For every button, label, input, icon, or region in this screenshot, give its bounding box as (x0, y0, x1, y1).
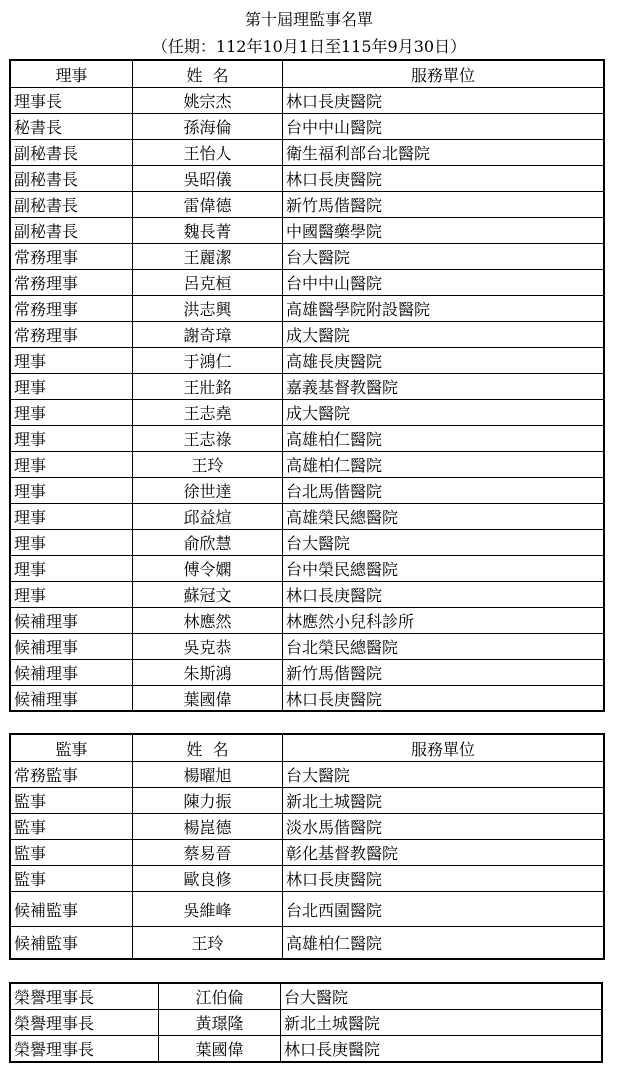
row-name: 于鴻仁 (133, 348, 283, 374)
row-name: 王怡人 (133, 140, 283, 166)
row-unit: 台大醫院 (281, 984, 602, 1010)
table-row (11, 218, 604, 244)
board-table (10, 60, 604, 711)
row-name: 吳維峰 (133, 892, 283, 927)
table-row (11, 892, 604, 927)
row-role: 理事 (11, 504, 133, 530)
row-unit: 新北土城醫院 (281, 1010, 602, 1036)
row-unit: 林口長庚醫院 (283, 88, 604, 114)
row-role: 候補理事 (11, 686, 133, 711)
table-row (11, 556, 604, 582)
row-name: 蔡易晉 (133, 840, 283, 866)
row-role: 理事 (11, 582, 133, 608)
row-role: 副秘書長 (11, 166, 133, 192)
header-unit: 服務單位 (283, 735, 604, 762)
header-unit: 服務單位 (283, 61, 604, 88)
row-name: 孫海倫 (133, 114, 283, 140)
table-row (11, 322, 604, 348)
row-name: 王麗潔 (133, 244, 283, 270)
row-name: 葉國偉 (159, 1036, 281, 1062)
row-unit: 高雄榮民總醫院 (283, 504, 604, 530)
table-row (11, 660, 604, 686)
row-role: 候補監事 (11, 927, 133, 959)
term-subtitle: （任期：112年10月1日至115年9月30日） (151, 37, 467, 56)
row-role: 理事 (11, 530, 133, 556)
row-name: 楊曜旭 (133, 762, 283, 788)
table-row (11, 530, 604, 556)
table-row (11, 348, 604, 374)
table-row (11, 270, 604, 296)
table-row (11, 866, 604, 892)
row-name: 歐良修 (133, 866, 283, 892)
row-unit: 彰化基督教醫院 (283, 840, 604, 866)
row-unit: 高雄柏仁醫院 (283, 452, 604, 478)
row-name: 雷偉德 (133, 192, 283, 218)
row-name: 陳力振 (133, 788, 283, 814)
header-name: 姓 名 (133, 61, 283, 88)
row-role: 副秘書長 (11, 218, 133, 244)
row-name: 俞欣慧 (133, 530, 283, 556)
row-name: 王志祿 (133, 426, 283, 452)
table-row (11, 1010, 602, 1036)
row-unit: 林口長庚醫院 (281, 1036, 602, 1062)
row-unit: 成大醫院 (283, 322, 604, 348)
row-unit: 台大醫院 (283, 244, 604, 270)
table-row (11, 788, 604, 814)
row-unit: 嘉義基督教醫院 (283, 374, 604, 400)
row-role: 秘書長 (11, 114, 133, 140)
table-row (11, 192, 604, 218)
row-unit: 台北榮民總醫院 (283, 634, 604, 660)
row-unit: 台大醫院 (283, 530, 604, 556)
row-unit: 新竹馬偕醫院 (283, 660, 604, 686)
board-header-row (11, 61, 604, 88)
row-name: 王壯銘 (133, 374, 283, 400)
row-name: 黃璟隆 (159, 1010, 281, 1036)
row-unit: 台中榮民總醫院 (283, 556, 604, 582)
row-name: 邱益煊 (133, 504, 283, 530)
table-row (11, 166, 604, 192)
row-role: 理事 (11, 348, 133, 374)
row-role: 理事 (11, 400, 133, 426)
row-role: 常務監事 (11, 762, 133, 788)
row-role: 理事 (11, 426, 133, 452)
row-name: 林應然 (133, 608, 283, 634)
table-row (11, 608, 604, 634)
row-unit: 林口長庚醫院 (283, 582, 604, 608)
row-role: 候補理事 (11, 608, 133, 634)
row-name: 楊崑德 (133, 814, 283, 840)
row-role: 候補監事 (11, 892, 133, 927)
row-name: 王玲 (133, 927, 283, 959)
row-role: 常務理事 (11, 244, 133, 270)
table-row (11, 400, 604, 426)
row-role: 候補理事 (11, 634, 133, 660)
row-role: 候補理事 (11, 660, 133, 686)
row-role: 常務理事 (11, 270, 133, 296)
supervisors-table-body (11, 735, 604, 959)
table-row (11, 88, 604, 114)
row-role: 榮譽理事長 (11, 1010, 159, 1036)
table-row (11, 452, 604, 478)
table-row (11, 478, 604, 504)
row-role: 理事 (11, 478, 133, 504)
row-role: 榮譽理事長 (11, 1036, 159, 1062)
row-role: 常務理事 (11, 322, 133, 348)
table-row (11, 582, 604, 608)
row-unit: 台北西園醫院 (283, 892, 604, 927)
row-unit: 淡水馬偕醫院 (283, 814, 604, 840)
row-unit: 高雄柏仁醫院 (283, 426, 604, 452)
row-name: 魏長菁 (133, 218, 283, 244)
row-unit: 新北土城醫院 (283, 788, 604, 814)
table-row (11, 296, 604, 322)
row-role: 理事 (11, 374, 133, 400)
table-row (11, 762, 604, 788)
row-name: 王志堯 (133, 400, 283, 426)
supervisors-table (10, 734, 604, 959)
row-name: 呂克桓 (133, 270, 283, 296)
row-name: 朱斯鴻 (133, 660, 283, 686)
row-name: 吳克恭 (133, 634, 283, 660)
table-row (11, 984, 602, 1010)
table-row (11, 634, 604, 660)
row-unit: 台中中山醫院 (283, 114, 604, 140)
row-role: 副秘書長 (11, 140, 133, 166)
row-unit: 台北馬偕醫院 (283, 478, 604, 504)
row-unit: 高雄醫學院附設醫院 (283, 296, 604, 322)
row-unit: 林口長庚醫院 (283, 866, 604, 892)
table-row (11, 426, 604, 452)
row-role: 副秘書長 (11, 192, 133, 218)
header-role: 監事 (11, 735, 133, 762)
row-name: 吳昭儀 (133, 166, 283, 192)
page-title: 第十屆理監事名單 (244, 10, 373, 29)
table-row (11, 840, 604, 866)
row-unit: 林口長庚醫院 (283, 166, 604, 192)
row-role: 監事 (11, 788, 133, 814)
row-name: 洪志興 (133, 296, 283, 322)
row-name: 王玲 (133, 452, 283, 478)
row-name: 謝奇璋 (133, 322, 283, 348)
row-unit: 台中中山醫院 (283, 270, 604, 296)
honorary-table (10, 983, 602, 1062)
row-role: 理事 (11, 452, 133, 478)
row-role: 榮譽理事長 (11, 984, 159, 1010)
row-role: 監事 (11, 814, 133, 840)
table-row (11, 814, 604, 840)
board-table-body (11, 61, 604, 711)
row-unit: 成大醫院 (283, 400, 604, 426)
row-name: 江伯倫 (159, 984, 281, 1010)
header-role: 理事 (11, 61, 133, 88)
row-name: 蘇冠文 (133, 582, 283, 608)
row-unit: 衛生福利部台北醫院 (283, 140, 604, 166)
row-role: 常務理事 (11, 296, 133, 322)
row-unit: 高雄柏仁醫院 (283, 927, 604, 959)
table-row (11, 374, 604, 400)
row-unit: 高雄長庚醫院 (283, 348, 604, 374)
table-row (11, 686, 604, 711)
row-role: 理事 (11, 556, 133, 582)
row-role: 監事 (11, 866, 133, 892)
row-name: 葉國偉 (133, 686, 283, 711)
row-role: 理事長 (11, 88, 133, 114)
row-role: 監事 (11, 840, 133, 866)
honorary-table-body (11, 984, 602, 1062)
row-unit: 中國醫藥學院 (283, 218, 604, 244)
row-name: 傅令嫻 (133, 556, 283, 582)
row-unit: 林口長庚醫院 (283, 686, 604, 711)
row-name: 徐世達 (133, 478, 283, 504)
table-row (11, 140, 604, 166)
table-row (11, 1036, 602, 1062)
supervisors-header-row (11, 735, 604, 762)
header-name: 姓 名 (133, 735, 283, 762)
table-row (11, 114, 604, 140)
row-unit: 林應然小兒科診所 (283, 608, 604, 634)
row-unit: 新竹馬偕醫院 (283, 192, 604, 218)
table-row (11, 504, 604, 530)
table-row (11, 244, 604, 270)
table-row (11, 927, 604, 959)
row-unit: 台大醫院 (283, 762, 604, 788)
row-name: 姚宗杰 (133, 88, 283, 114)
